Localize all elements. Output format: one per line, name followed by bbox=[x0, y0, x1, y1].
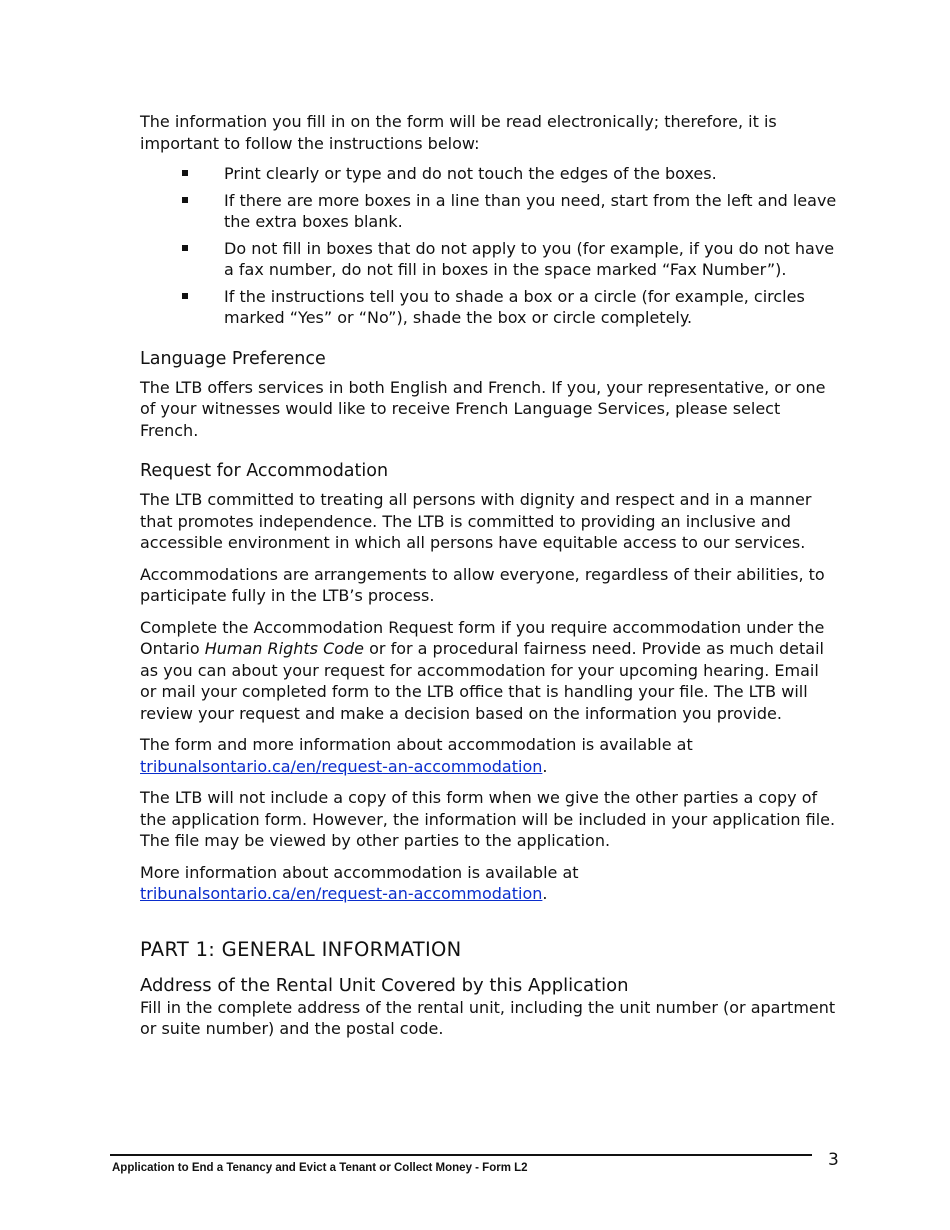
bullet-text: If the instructions tell you to shade a box or a circle (for example, circles marked “Yes” or “No”), shade the box or circle completely. bbox=[224, 286, 805, 327]
accommodation-paragraph-1: The LTB committed to treating all persons with dignity and respect and in a manner that promotes independence. The LTB is committed to providing an inclusive and accessible environment in which all persons have equitable access to our services. bbox=[140, 490, 812, 552]
rental-unit-paragraph: Fill in the complete address of the rental unit, including the unit number (or apartment or suite number) and the postal code. bbox=[140, 997, 836, 1038]
accommodation-link[interactable]: tribunalsontario.ca/en/request-an-accommodation bbox=[140, 756, 543, 776]
human-rights-code-title: Human Rights Code bbox=[204, 639, 365, 658]
bullet-square-icon bbox=[182, 170, 188, 176]
language-paragraph: The LTB offers services in both English and French. If you, your representative, or one of your witnesses would like to receive French Language Services, please select French. bbox=[140, 377, 826, 440]
accommodation-paragraph-4: The form and more information about accommodation is available at tribunalsontario.ca/en/request-an-accommodation. bbox=[140, 735, 693, 776]
rental-unit-heading: Address of the Rental Unit Covered by this Application bbox=[140, 974, 629, 996]
list-item bbox=[140, 286, 840, 329]
accommodation-paragraph-3: Complete the Accommodation Request form if you require accommodation under the Ontario Human Rights Code or for a procedural fairness need. Provide as much detail as you can about your request for accommodation for your upcoming hearing. Email or mail your completed form to the LTB office that is handling your file. The LTB will review your request and make a decision based on the information you provide. bbox=[140, 617, 825, 723]
accommodation-paragraph-6: More information about accommodation is available at tribunalsontario.ca/en/request-an-accommodation. bbox=[140, 862, 579, 903]
bullet-text: If there are more boxes in a line than you need, start from the left and leave the extra boxes blank. bbox=[224, 190, 837, 231]
footer-divider bbox=[110, 1154, 812, 1156]
intro-paragraph: The information you fill in on the form will be read electronically; therefore, it is important to follow the instructions below: bbox=[140, 112, 777, 153]
page-number: 3 bbox=[828, 1150, 839, 1170]
instructions-list bbox=[140, 163, 840, 329]
accommodation-paragraph-5: The LTB will not include a copy of this form when we give the other parties a copy of the application form. However, the information will be included in your application file. The file may be viewed by other parties to the application. bbox=[140, 788, 836, 850]
page-content bbox=[140, 111, 840, 1050]
list-item bbox=[140, 238, 840, 281]
footer-title: Application to End a Tenancy and Evict a Tenant or Collect Money - Form L2 bbox=[112, 1162, 528, 1174]
bullet-text: Print clearly or type and do not touch the edges of the boxes. bbox=[224, 164, 717, 183]
list-item bbox=[140, 190, 840, 233]
bullet-square-icon bbox=[182, 245, 188, 251]
part1-heading: PART 1: GENERAL INFORMATION bbox=[140, 937, 462, 961]
list-item bbox=[140, 163, 840, 185]
bullet-square-icon bbox=[182, 293, 188, 299]
more-info-link[interactable]: tribunalsontario.ca/en/request-an-accommodation bbox=[140, 884, 543, 903]
bullet-square-icon bbox=[182, 197, 188, 203]
accommodation-paragraph-2: Accommodations are arrangements to allow everyone, regardless of their abilities, to participate fully in the LTB’s process. bbox=[140, 564, 825, 605]
accommodation-heading: Request for Accommodation bbox=[140, 461, 389, 481]
language-heading: Language Preference bbox=[140, 348, 326, 369]
bullet-text: Do not fill in boxes that do not apply to you (for example, if you do not have a fax number, do not fill in boxes in the space marked “Fax Number”). bbox=[224, 238, 835, 279]
